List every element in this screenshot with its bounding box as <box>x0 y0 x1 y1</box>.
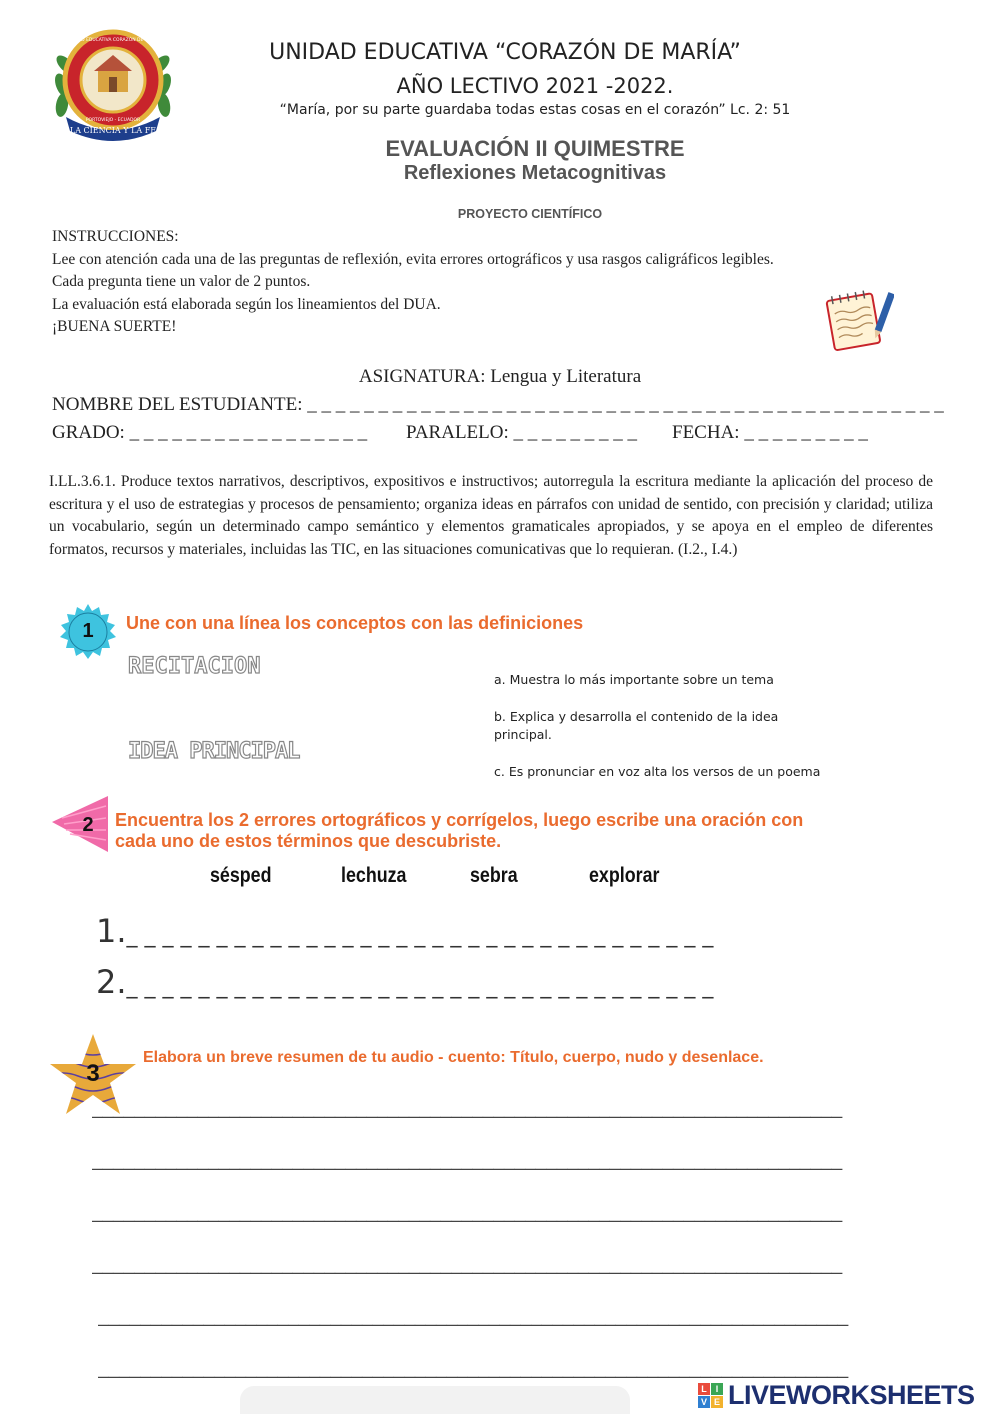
school-year: AÑO LECTIVO 2021 -2022. <box>396 74 674 98</box>
project-label: PROYECTO CIENTÍFICO <box>457 207 603 221</box>
q3-answer-line[interactable]: _______________________________________________________________________ <box>92 1202 843 1223</box>
learning-objective: I.LL.3.6.1. Produce textos narrativos, descriptivos, expositivos e instructivos; autorregula la escritura mediante la aplicación del proceso de escritura y el uso de estrategias y procesos de pensamiento; organiza ideas en párrafos con unidad de sentido, con precisión y claridad; utiliza un vocabulario, según un determinado campo semántico y elementos gramaticales apropiados, y se apoya en el empleo de diferentes formatos, recursos y materiales, incluidas las TIC, en las situaciones comunicativas que lo requieran. (I.2., I.4.) <box>49 473 933 559</box>
date-label: FECHA: <box>672 422 740 443</box>
instructions-heading: INSTRUCCIONES: <box>52 228 179 245</box>
instruction-line: La evaluación está elaborada según los lineamientos del DUA. <box>52 295 441 313</box>
date-row <box>672 422 868 444</box>
q2-word-sesped: sésped <box>210 864 272 887</box>
grade-row <box>52 422 367 444</box>
q2-answer-number: 2. <box>96 963 127 1001</box>
q2-answer-input[interactable]: _ _ _ _ _ _ _ _ _ _ _ _ _ _ _ _ _ _ _ _ _ _ _ _ _ _ _ _ _ _ _ _ _ <box>126 974 714 999</box>
q2-badge <box>50 794 112 856</box>
q2-title <box>115 810 803 852</box>
liveworksheets-brand[interactable]: LIVEWORKSHEETS <box>728 1380 975 1410</box>
q2-title-line2: cada uno de estos términos que descubriste. <box>115 831 502 851</box>
q3-answer-line[interactable]: _______________________________________________________________________ <box>98 1306 849 1327</box>
school-name: UNIDAD EDUCATIVA “CORAZÓN DE MARÍA” <box>269 40 741 65</box>
footer-shadow <box>240 1386 630 1414</box>
date-field[interactable]: _ _ _ _ _ _ _ _ _ <box>744 422 868 443</box>
parallel-field[interactable]: _ _ _ _ _ _ _ _ _ <box>513 422 638 443</box>
q1-concept-recitacion[interactable]: RECITACION <box>128 654 261 679</box>
exam-title: EVALUACIÓN II QUIMESTRE <box>385 136 685 161</box>
q1-concept-idea-principal[interactable]: IDEA PRINCIPAL <box>128 739 300 764</box>
liveworksheets-badge-icon: L I V E <box>698 1383 724 1409</box>
q1-definition-b[interactable]: b. Explica y desarrolla el contenido de la idea principal. <box>494 709 779 742</box>
header-quote: “María, por su parte guardaba todas estas cosas en el corazón” Lc. 2: 51 <box>279 102 791 118</box>
logo-side-text: PORTOVIEJO - ECUADOR <box>85 118 141 123</box>
q2-number: 2 <box>82 814 94 836</box>
student-name-row <box>52 394 944 416</box>
q2-title-line1: Encuentra los 2 errores ortográficos y corrígelos, luego escribe una oración con <box>115 810 804 830</box>
q2-word-explorar: explorar <box>589 864 660 887</box>
q3-title: Elabora un breve resumen de tu audio - cuento: Título, cuerpo, nudo y desenlace. <box>143 1049 764 1066</box>
q1-title: Une con una línea los conceptos con las definiciones <box>126 613 584 633</box>
q3-answer-line[interactable]: _______________________________________________________________________ <box>92 1254 843 1275</box>
instruction-line: ¡BUENA SUERTE! <box>52 318 177 335</box>
grade-label: GRADO: <box>52 422 125 443</box>
q2-answer-input[interactable]: _ _ _ _ _ _ _ _ _ _ _ _ _ _ _ _ _ _ _ _ _ _ _ _ _ _ _ _ _ _ _ _ _ <box>126 923 714 948</box>
parallel-row <box>406 422 637 444</box>
logo-top-text: UNIDAD EDUCATIVA CORAZÓN DE MARÍA <box>66 38 160 43</box>
q3-answer-line[interactable]: _______________________________________________________________________ <box>92 1098 843 1119</box>
q2-word-sebra: sebra <box>470 864 518 887</box>
q1-number: 1 <box>82 620 94 642</box>
q2-answer-row <box>96 963 713 1001</box>
logo-ribbon-text: LA CIENCIA Y LA FE <box>69 126 157 135</box>
student-name-field[interactable]: _ _ _ _ _ _ _ _ _ _ _ _ _ _ _ _ _ _ _ _ _ _ _ _ _ _ _ _ _ _ _ _ _ _ _ _ _ _ _ _ _ _ _ _ _ <box>307 394 944 415</box>
school-logo <box>48 25 178 145</box>
liveworksheets-logo <box>698 1380 975 1410</box>
parallel-label: PARALELO: <box>406 422 509 443</box>
student-name-label: NOMBRE DEL ESTUDIANTE: <box>52 394 303 415</box>
q3-answer-line[interactable]: _______________________________________________________________________ <box>98 1358 849 1379</box>
q2-word-lechuza: lechuza <box>341 864 407 887</box>
grade-field[interactable]: _ _ _ _ _ _ _ _ _ _ _ _ _ _ _ _ _ <box>129 422 368 443</box>
instructions <box>52 226 852 339</box>
q3-answer-line[interactable]: _______________________________________________________________________ <box>92 1150 843 1171</box>
q1-definition-c[interactable]: c. Es pronunciar en voz alta los versos de un poema <box>494 764 821 779</box>
q1-badge <box>60 604 116 660</box>
exam-subtitle: Reflexiones Metacognitivas <box>403 162 667 184</box>
instruction-line: Lee con atención cada una de las preguntas de reflexión, evita errores ortográficos y usa rasgos caligráficos legibles. <box>52 250 774 268</box>
q1-definition-a[interactable]: a. Muestra lo más importante sobre un tema <box>494 672 774 687</box>
q2-answer-number: 1. <box>96 912 127 950</box>
subject-line: ASIGNATURA: Lengua y Literatura <box>358 366 642 387</box>
instruction-line: Cada pregunta tiene un valor de 2 puntos. <box>52 273 311 290</box>
q3-number: 3 <box>86 1060 100 1087</box>
q2-answer-row <box>96 912 713 950</box>
notepad-icon <box>822 286 894 352</box>
